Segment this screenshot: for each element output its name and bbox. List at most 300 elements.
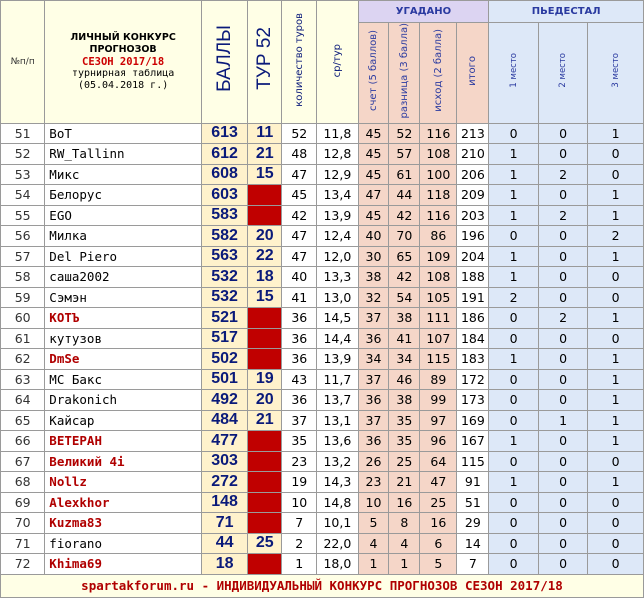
tours-count-cell: 2 [282, 533, 317, 554]
guessed-score-cell: 36 [358, 431, 389, 452]
tour-points-cell [248, 431, 282, 452]
table-row [1, 308, 644, 329]
row-number-cell: 65 [1, 410, 45, 431]
place2-count-cell: 0 [538, 492, 587, 513]
row-number-cell: 70 [1, 513, 45, 534]
tour-points-cell [248, 472, 282, 493]
points-cell: 603 [201, 185, 247, 206]
tours-count-cell: 19 [282, 472, 317, 493]
tour-points-cell [248, 185, 282, 206]
place2-count-cell: 0 [538, 390, 587, 411]
guessed-outcome-cell: 100 [420, 164, 457, 185]
guessed-diff-cell: 41 [389, 328, 420, 349]
points-cell: 44 [201, 533, 247, 554]
table-row [1, 533, 644, 554]
place3-count-cell: 1 [588, 369, 644, 390]
guessed-score-cell: 10 [358, 492, 389, 513]
table-row [1, 472, 644, 493]
table-row [1, 287, 644, 308]
place2-count-cell: 0 [538, 246, 587, 267]
table-row [1, 328, 644, 349]
place1-count-cell: 0 [489, 513, 538, 534]
player-name-cell: Микс [45, 164, 202, 185]
place1-count-cell: 1 [489, 185, 538, 206]
place2-count-cell: 0 [538, 533, 587, 554]
points-cell: 492 [201, 390, 247, 411]
avg-per-tour-cell: 13,9 [317, 349, 358, 370]
place3-count-cell: 2 [588, 226, 644, 247]
guessed-score-cell: 37 [358, 410, 389, 431]
guessed-outcome-cell: 116 [420, 205, 457, 226]
player-name-cell: кутузов [45, 328, 202, 349]
place2-count-cell: 0 [538, 451, 587, 472]
guessed-diff-cell: 52 [389, 123, 420, 144]
guessed-score-cell: 23 [358, 472, 389, 493]
points-cell: 521 [201, 308, 247, 329]
place3-count-cell: 0 [588, 451, 644, 472]
guessed-outcome-header: исход (2 балла) [420, 23, 457, 124]
table-row [1, 410, 644, 431]
place1-count-cell: 0 [489, 308, 538, 329]
player-name-cell: Del Piero [45, 246, 202, 267]
tour-points-cell [248, 513, 282, 534]
place2-count-cell: 0 [538, 185, 587, 206]
guessed-total-cell: 173 [457, 390, 489, 411]
guessed-diff-cell: 1 [389, 554, 420, 575]
tours-count-cell: 42 [282, 205, 317, 226]
player-name-cell: Kuzma83 [45, 513, 202, 534]
guessed-total-cell: 184 [457, 328, 489, 349]
tour-points-cell: 20 [248, 226, 282, 247]
guessed-diff-cell: 35 [389, 410, 420, 431]
guessed-outcome-cell: 108 [420, 144, 457, 165]
place1-count-cell: 1 [489, 431, 538, 452]
guessed-total-header: итого [457, 23, 489, 124]
guessed-total-cell: 191 [457, 287, 489, 308]
avg-per-tour-cell: 13,1 [317, 410, 358, 431]
guessed-total-cell: 91 [457, 472, 489, 493]
tours-count-cell: 7 [282, 513, 317, 534]
place3-count-cell: 1 [588, 308, 644, 329]
guessed-outcome-cell: 16 [420, 513, 457, 534]
player-name-cell: МС Бакс [45, 369, 202, 390]
player-name-cell: Khima69 [45, 554, 202, 575]
points-cell: 18 [201, 554, 247, 575]
place2-count-cell: 2 [538, 205, 587, 226]
points-cell: 71 [201, 513, 247, 534]
place3-count-cell: 1 [588, 472, 644, 493]
player-name-cell: Милка [45, 226, 202, 247]
place3-count-cell: 0 [588, 492, 644, 513]
player-name-cell: саша2002 [45, 267, 202, 288]
guessed-score-cell: 1 [358, 554, 389, 575]
guessed-score-cell: 37 [358, 369, 389, 390]
row-number-cell: 59 [1, 287, 45, 308]
guessed-outcome-cell: 25 [420, 492, 457, 513]
row-number-cell: 52 [1, 144, 45, 165]
tours-count-cell: 45 [282, 185, 317, 206]
player-name-cell: Alexkhor [45, 492, 202, 513]
avg-per-tour-cell: 11,7 [317, 369, 358, 390]
guessed-total-cell: 115 [457, 451, 489, 472]
table-row [1, 554, 644, 575]
guessed-score-cell: 4 [358, 533, 389, 554]
tours-count-cell: 36 [282, 349, 317, 370]
row-number-cell: 62 [1, 349, 45, 370]
table-row [1, 246, 644, 267]
points-cell: 517 [201, 328, 247, 349]
place1-count-cell: 0 [489, 451, 538, 472]
points-cell: 272 [201, 472, 247, 493]
guessed-diff-cell: 65 [389, 246, 420, 267]
guessed-score-cell: 40 [358, 226, 389, 247]
guessed-score-cell: 37 [358, 308, 389, 329]
place2-count-cell: 0 [538, 349, 587, 370]
place1-count-cell: 1 [489, 349, 538, 370]
tour-points-cell: 22 [248, 246, 282, 267]
place2-count-cell: 0 [538, 554, 587, 575]
guessed-total-cell: 213 [457, 123, 489, 144]
avg-per-tour-cell: 13,2 [317, 451, 358, 472]
guessed-outcome-cell: 107 [420, 328, 457, 349]
tour-points-cell: 20 [248, 390, 282, 411]
avg-per-tour-cell: 12,0 [317, 246, 358, 267]
tours-count-cell: 36 [282, 308, 317, 329]
place1-count-cell: 2 [489, 287, 538, 308]
tour-points-cell: 21 [248, 410, 282, 431]
avg-per-tour-cell: 13,0 [317, 287, 358, 308]
tour-points-cell [248, 451, 282, 472]
player-name-cell: Кайсар [45, 410, 202, 431]
player-name-cell: Сэмэн [45, 287, 202, 308]
table-title [45, 1, 202, 124]
place1-count-cell: 1 [489, 205, 538, 226]
guessed-total-cell: 209 [457, 185, 489, 206]
table-row [1, 349, 644, 370]
row-number-cell: 66 [1, 431, 45, 452]
tours-count-cell: 43 [282, 369, 317, 390]
guessed-total-cell: 7 [457, 554, 489, 575]
place1-count-cell: 0 [489, 226, 538, 247]
place2-count-cell: 0 [538, 287, 587, 308]
place3-count-cell: 1 [588, 205, 644, 226]
guessed-outcome-cell: 99 [420, 390, 457, 411]
title-line2: ПРОГНОЗОВ [89, 43, 157, 55]
guessed-outcome-cell: 97 [420, 410, 457, 431]
player-name-cell: ВЕТЕРАН [45, 431, 202, 452]
player-name-cell: Великий 4i [45, 451, 202, 472]
player-name-cell: EGO [45, 205, 202, 226]
table-row [1, 513, 644, 534]
place2-count-cell: 0 [538, 431, 587, 452]
tour-points-cell: 18 [248, 267, 282, 288]
tours-count-column-header: количество туров [282, 1, 317, 124]
guessed-outcome-cell: 108 [420, 267, 457, 288]
avg-per-tour-cell: 14,5 [317, 308, 358, 329]
avg-per-tour-cell: 12,9 [317, 164, 358, 185]
player-name-cell: RW_Tallinn [45, 144, 202, 165]
place1-count-cell: 1 [489, 472, 538, 493]
place2-header: 2 место [538, 23, 587, 124]
guessed-total-cell: 169 [457, 410, 489, 431]
tours-count-cell: 23 [282, 451, 317, 472]
tour-points-cell: 15 [248, 164, 282, 185]
player-name-cell: BoT [45, 123, 202, 144]
guessed-total-cell: 204 [457, 246, 489, 267]
place3-count-cell: 1 [588, 246, 644, 267]
tours-count-cell: 47 [282, 226, 317, 247]
guessed-diff-cell: 38 [389, 390, 420, 411]
table-row [1, 185, 644, 206]
guessed-outcome-cell: 111 [420, 308, 457, 329]
row-number-cell: 63 [1, 369, 45, 390]
tours-count-cell: 10 [282, 492, 317, 513]
avg-per-tour-cell: 12,8 [317, 144, 358, 165]
tours-count-cell: 47 [282, 246, 317, 267]
row-number-cell: 72 [1, 554, 45, 575]
guessed-total-cell: 206 [457, 164, 489, 185]
place3-count-cell: 1 [588, 390, 644, 411]
tours-count-cell: 52 [282, 123, 317, 144]
guessed-diff-cell: 35 [389, 431, 420, 452]
guessed-score-cell: 26 [358, 451, 389, 472]
guessed-score-cell: 45 [358, 123, 389, 144]
tour-column-header: ТУР 52 [248, 1, 282, 124]
table-row [1, 451, 644, 472]
place1-count-cell: 0 [489, 123, 538, 144]
guessed-outcome-cell: 96 [420, 431, 457, 452]
place3-count-cell: 0 [588, 144, 644, 165]
place2-count-cell: 2 [538, 164, 587, 185]
table-row [1, 390, 644, 411]
tour-points-cell: 11 [248, 123, 282, 144]
row-number-cell: 60 [1, 308, 45, 329]
tour-points-cell: 15 [248, 287, 282, 308]
tour-points-cell: 19 [248, 369, 282, 390]
points-cell: 582 [201, 226, 247, 247]
tours-count-cell: 48 [282, 144, 317, 165]
guessed-diff-cell: 42 [389, 267, 420, 288]
guessed-diff-cell: 8 [389, 513, 420, 534]
avg-per-tour-cell: 14,8 [317, 492, 358, 513]
place2-count-cell: 0 [538, 328, 587, 349]
points-cell: 148 [201, 492, 247, 513]
avg-per-tour-cell: 18,0 [317, 554, 358, 575]
place1-count-cell: 0 [489, 492, 538, 513]
guessed-outcome-cell: 115 [420, 349, 457, 370]
row-number-cell: 54 [1, 185, 45, 206]
tour-points-cell [248, 328, 282, 349]
row-number-cell: 58 [1, 267, 45, 288]
guessed-diff-cell: 25 [389, 451, 420, 472]
guessed-score-cell: 5 [358, 513, 389, 534]
tour-points-cell [248, 554, 282, 575]
points-cell: 613 [201, 123, 247, 144]
guessed-diff-cell: 42 [389, 205, 420, 226]
place1-count-cell: 1 [489, 267, 538, 288]
player-name-cell: Nollz [45, 472, 202, 493]
points-cell: 532 [201, 267, 247, 288]
place3-count-cell: 0 [588, 533, 644, 554]
guessed-total-cell: 210 [457, 144, 489, 165]
avg-per-tour-cell: 11,8 [317, 123, 358, 144]
place3-count-cell: 1 [588, 123, 644, 144]
table-date: (05.04.2018 г.) [77, 79, 169, 91]
guessed-score-cell: 45 [358, 164, 389, 185]
guessed-outcome-cell: 109 [420, 246, 457, 267]
place1-count-cell: 0 [489, 390, 538, 411]
guessed-outcome-cell: 47 [420, 472, 457, 493]
guessed-diff-cell: 4 [389, 533, 420, 554]
guessed-outcome-cell: 6 [420, 533, 457, 554]
guessed-score-cell: 45 [358, 144, 389, 165]
points-cell: 612 [201, 144, 247, 165]
points-cell: 532 [201, 287, 247, 308]
row-number-cell: 55 [1, 205, 45, 226]
avg-per-tour-cell: 10,1 [317, 513, 358, 534]
place2-count-cell: 0 [538, 369, 587, 390]
table-body [1, 123, 644, 574]
guessed-diff-cell: 16 [389, 492, 420, 513]
player-name-cell: fiorano [45, 533, 202, 554]
tour-points-cell [248, 205, 282, 226]
place3-count-cell: 1 [588, 431, 644, 452]
place1-count-cell: 1 [489, 144, 538, 165]
row-number-cell: 69 [1, 492, 45, 513]
place3-count-cell: 1 [588, 349, 644, 370]
guessed-score-cell: 45 [358, 205, 389, 226]
row-number-cell: 53 [1, 164, 45, 185]
avg-per-tour-cell: 14,4 [317, 328, 358, 349]
points-cell: 501 [201, 369, 247, 390]
table-row [1, 164, 644, 185]
tours-count-cell: 41 [282, 287, 317, 308]
place2-count-cell: 0 [538, 123, 587, 144]
guessed-diff-cell: 70 [389, 226, 420, 247]
guessed-total-cell: 203 [457, 205, 489, 226]
table-header [1, 1, 644, 124]
footer-text: spartakforum.ru - ИНДИВИДУАЛЬНЫЙ КОНКУРС ПРОГНОЗОВ СЕЗОН 2017/18 [1, 574, 644, 597]
avg-per-tour-cell: 14,3 [317, 472, 358, 493]
guessed-total-cell: 51 [457, 492, 489, 513]
guessed-diff-cell: 57 [389, 144, 420, 165]
guessed-total-cell: 186 [457, 308, 489, 329]
table-row [1, 369, 644, 390]
guessed-outcome-cell: 64 [420, 451, 457, 472]
place1-header: 1 место [489, 23, 538, 124]
guessed-group-header: УГАДАНО [358, 1, 489, 23]
place2-count-cell: 1 [538, 410, 587, 431]
row-number-cell: 67 [1, 451, 45, 472]
guessed-score-cell: 47 [358, 185, 389, 206]
place2-count-cell: 0 [538, 513, 587, 534]
table-row [1, 123, 644, 144]
player-name-cell: КОТЪ [45, 308, 202, 329]
row-number-cell: 64 [1, 390, 45, 411]
guessed-score-cell: 36 [358, 390, 389, 411]
guessed-score-cell: 38 [358, 267, 389, 288]
guessed-diff-cell: 44 [389, 185, 420, 206]
place1-count-cell: 0 [489, 533, 538, 554]
place3-count-cell: 1 [588, 410, 644, 431]
tour-points-cell [248, 349, 282, 370]
points-cell: 303 [201, 451, 247, 472]
guessed-outcome-cell: 116 [420, 123, 457, 144]
tours-count-cell: 36 [282, 390, 317, 411]
place2-count-cell: 2 [538, 308, 587, 329]
guessed-score-cell: 30 [358, 246, 389, 267]
guessed-total-cell: 172 [457, 369, 489, 390]
guessed-total-cell: 167 [457, 431, 489, 452]
row-number-cell: 51 [1, 123, 45, 144]
points-cell: 484 [201, 410, 247, 431]
place1-count-cell: 0 [489, 554, 538, 575]
avg-column-header: ср/тур [317, 1, 358, 124]
row-number-cell: 71 [1, 533, 45, 554]
avg-per-tour-cell: 13,4 [317, 185, 358, 206]
place1-count-cell: 0 [489, 328, 538, 349]
place1-count-cell: 1 [489, 246, 538, 267]
avg-per-tour-cell: 12,4 [317, 226, 358, 247]
avg-per-tour-cell: 13,6 [317, 431, 358, 452]
guessed-diff-cell: 54 [389, 287, 420, 308]
tour-points-cell: 25 [248, 533, 282, 554]
place3-count-cell: 0 [588, 164, 644, 185]
table-row [1, 492, 644, 513]
table-row [1, 226, 644, 247]
place3-count-cell: 0 [588, 554, 644, 575]
table-footer [1, 574, 644, 597]
guessed-outcome-cell: 118 [420, 185, 457, 206]
guessed-diff-cell: 61 [389, 164, 420, 185]
avg-per-tour-cell: 13,7 [317, 390, 358, 411]
place3-count-cell: 0 [588, 513, 644, 534]
guessed-outcome-cell: 89 [420, 369, 457, 390]
place2-count-cell: 0 [538, 144, 587, 165]
player-name-cell: Drakonich [45, 390, 202, 411]
avg-per-tour-cell: 22,0 [317, 533, 358, 554]
points-column-header: БАЛЛЫ [201, 1, 247, 124]
place1-count-cell: 1 [489, 164, 538, 185]
points-cell: 502 [201, 349, 247, 370]
guessed-diff-cell: 34 [389, 349, 420, 370]
points-cell: 583 [201, 205, 247, 226]
tour-points-cell: 21 [248, 144, 282, 165]
season-label: СЕЗОН 2017/18 [82, 55, 165, 68]
points-cell: 563 [201, 246, 247, 267]
table-row [1, 267, 644, 288]
table-row [1, 144, 644, 165]
guessed-total-cell: 183 [457, 349, 489, 370]
guessed-total-cell: 14 [457, 533, 489, 554]
guessed-score-cell: 32 [358, 287, 389, 308]
subtitle: турнирная таблица [71, 67, 175, 79]
guessed-outcome-cell: 105 [420, 287, 457, 308]
title-line1: ЛИЧНЫЙ КОНКУРС [70, 31, 176, 43]
podium-group-header: ПЬЕДЕСТАЛ [489, 1, 644, 23]
guessed-total-cell: 29 [457, 513, 489, 534]
player-name-cell: Белорус [45, 185, 202, 206]
avg-per-tour-cell: 13,3 [317, 267, 358, 288]
place3-count-cell: 0 [588, 267, 644, 288]
row-number-cell: 61 [1, 328, 45, 349]
points-cell: 477 [201, 431, 247, 452]
guessed-total-cell: 196 [457, 226, 489, 247]
place2-count-cell: 0 [538, 226, 587, 247]
guessed-diff-cell: 38 [389, 308, 420, 329]
guessed-diff-cell: 46 [389, 369, 420, 390]
row-number-cell: 56 [1, 226, 45, 247]
